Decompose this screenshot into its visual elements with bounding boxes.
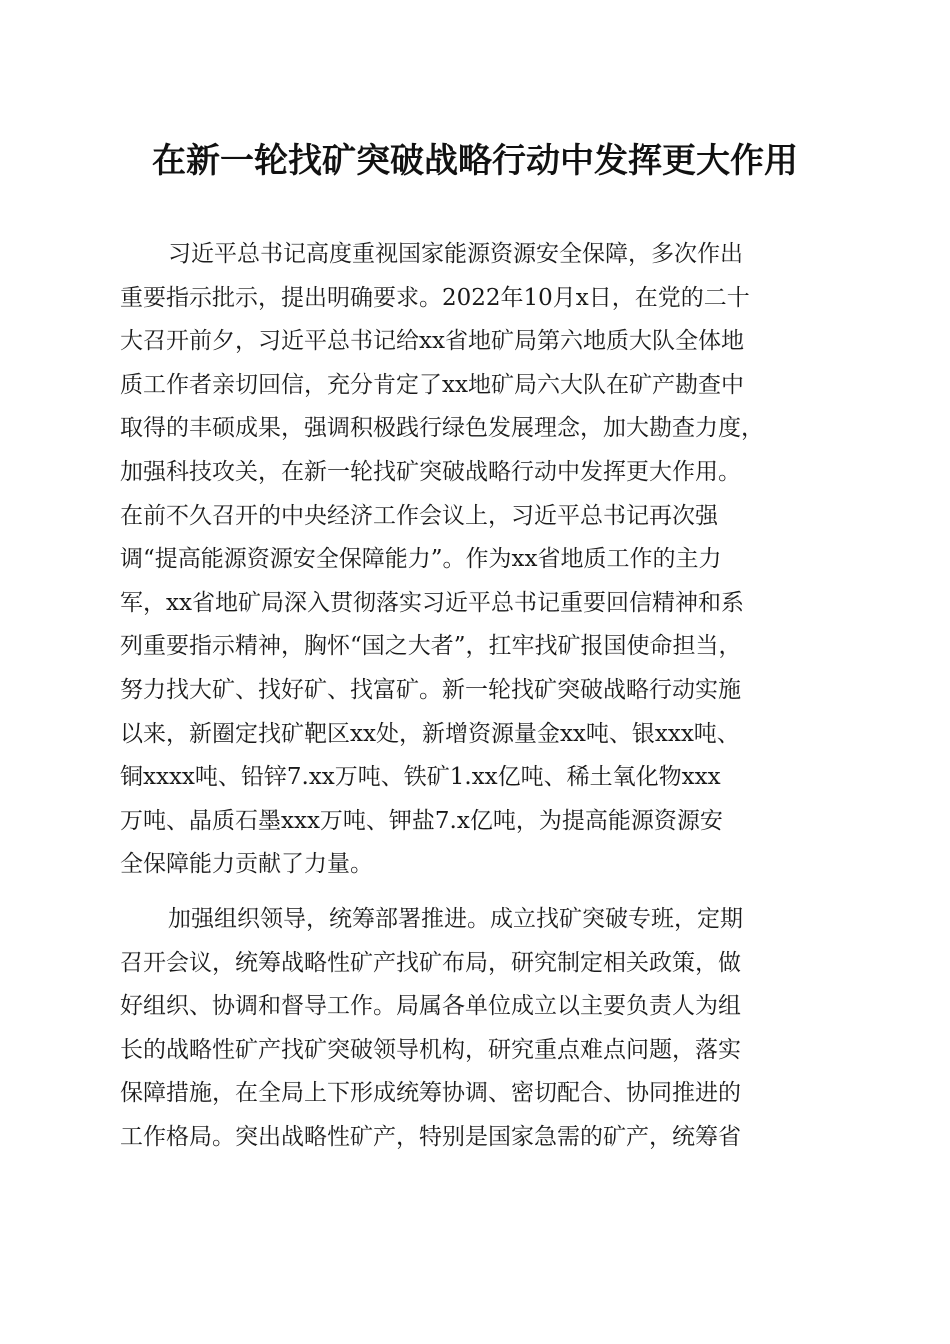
paragraph-line: 取得的丰硕成果，强调积极践行绿色发展理念，加大勘查力度，	[120, 415, 764, 442]
paragraph-line: 在前不久召开的中央经济工作会议上，习近平总书记再次强	[120, 502, 718, 529]
document-title: 在新一轮找矿突破战略行动中发挥更大作用	[152, 141, 798, 181]
paragraph-line: 召开会议，统筹战略性矿产找矿布局，研究制定相关政策，做	[120, 949, 741, 976]
paragraph-line: 全保障能力贡献了力量。	[120, 851, 373, 878]
paragraph-line: 重要指示批示，提出明确要求。2022年10月x日，在党的二十	[120, 284, 750, 311]
paragraph-line: 调“提高能源资源安全保障能力”。作为xx省地质工作的主力	[120, 546, 722, 573]
paragraph-line: 加强组织领导，统筹部署推进。成立找矿突破专班，定期	[168, 906, 743, 932]
paragraph-line: 大召开前夕，习近平总书记给xx省地矿局第六地质大队全体地	[120, 328, 744, 355]
paragraph-line: 铜xxxx吨、铅锌7.xx万吨、铁矿1.xx亿吨、稀土氧化物xxx	[120, 764, 721, 791]
paragraph-line: 好组织、协调和督导工作。局属各单位成立以主要负责人为组	[120, 993, 741, 1020]
paragraph-line: 保障措施，在全局上下形成统筹协调、密切配合、协同推进的	[120, 1080, 741, 1107]
paragraph-line: 质工作者亲切回信，充分肯定了xx地矿局六大队在矿产勘查中	[120, 371, 744, 398]
paragraph-line: 习近平总书记高度重视国家能源资源安全保障，多次作出	[168, 241, 743, 267]
paragraph-1	[120, 233, 832, 887]
paragraph-line: 以来，新圈定找矿靶区xx处，新增资源量金xx吨、银xxx吨、	[120, 720, 740, 747]
paragraph-line: 万吨、晶质石墨xxx万吨、钾盐7.x亿吨，为提高能源资源安	[120, 807, 723, 834]
paragraph-line: 工作格局。突出战略性矿产，特别是国家急需的矿产，统筹省	[120, 1123, 741, 1150]
paragraph-line: 加强科技攻关，在新一轮找矿突破战略行动中发挥更大作用。	[120, 458, 741, 485]
paragraph-line: 军，xx省地矿局深入贯彻落实习近平总书记重要回信精神和系	[120, 589, 744, 616]
paragraph-line: 列重要指示精神，胸怀“国之大者”，扛牢找矿报国使命担当，	[120, 633, 742, 660]
paragraph-2	[120, 898, 832, 1160]
paragraph-line: 努力找大矿、找好矿、找富矿。新一轮找矿突破战略行动实施	[120, 676, 741, 703]
paragraph-line: 长的战略性矿产找矿突破领导机构，研究重点难点问题，落实	[120, 1036, 741, 1063]
